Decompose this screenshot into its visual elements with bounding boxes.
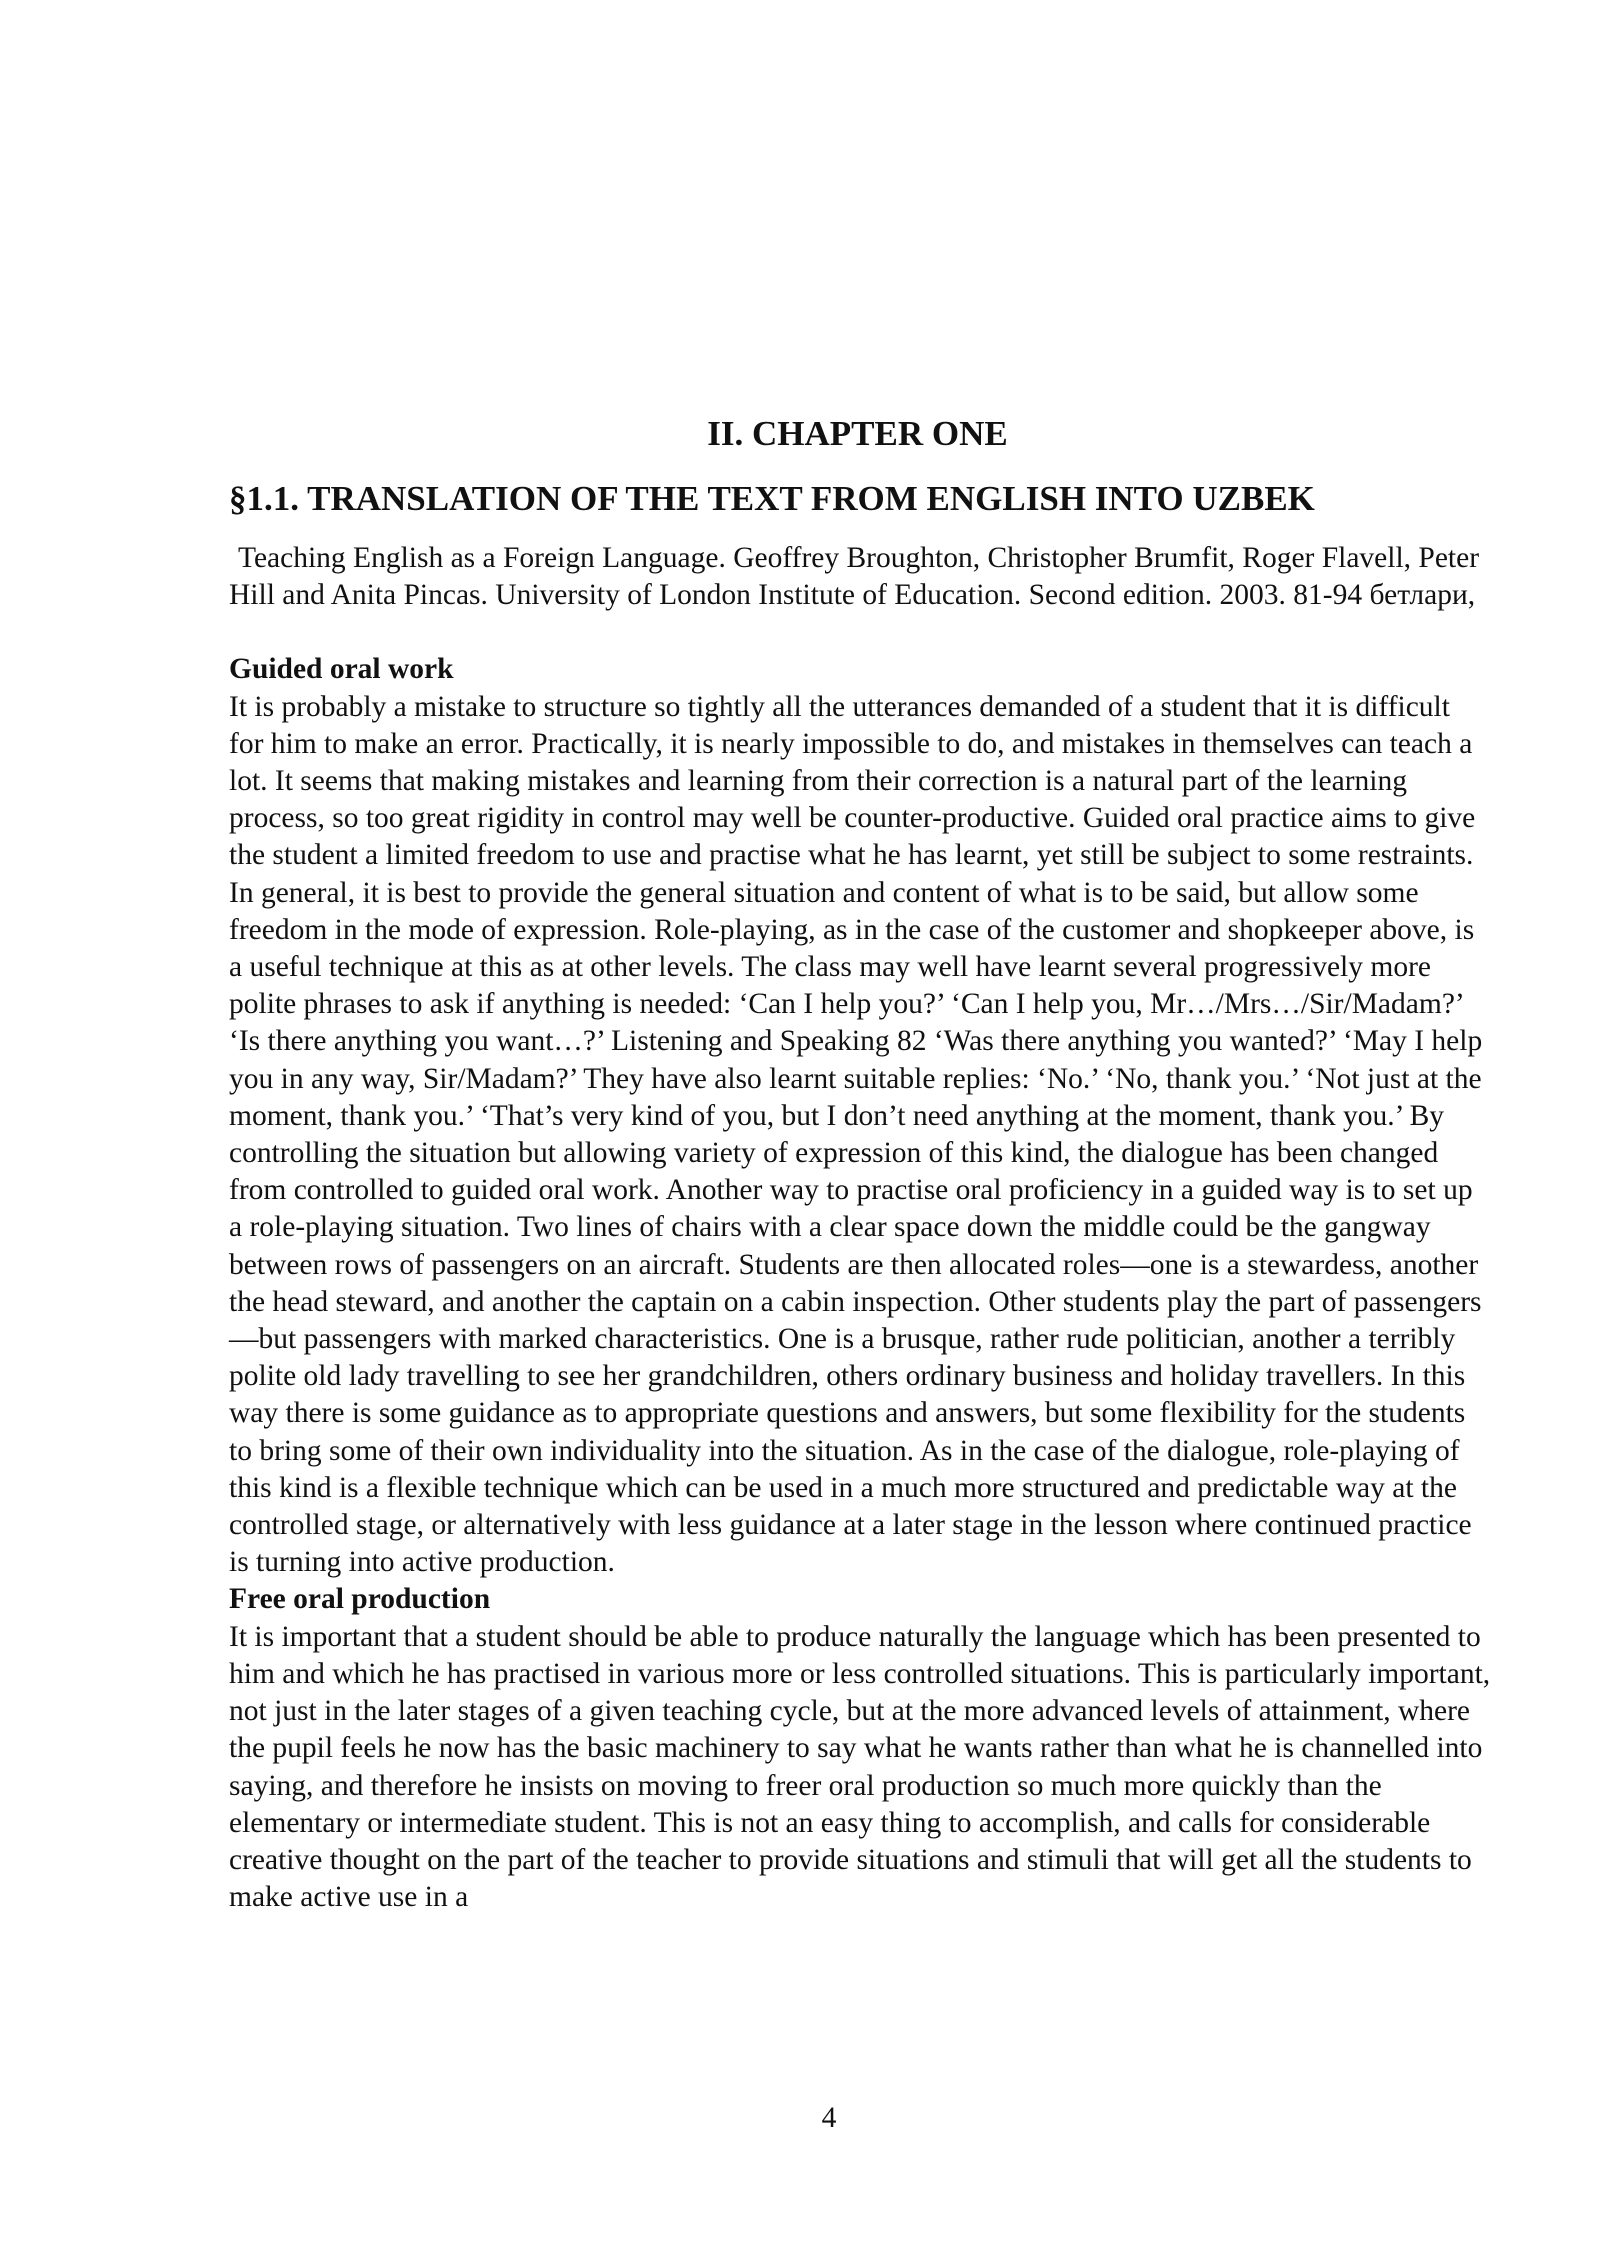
document-body bbox=[229, 540, 1491, 1916]
chapter-title: II. CHAPTER ONE bbox=[707, 414, 1008, 453]
page-number: 4 bbox=[821, 2102, 837, 2134]
blank-line bbox=[229, 614, 1491, 651]
subheading-guided-oral-work: Guided oral work bbox=[229, 653, 454, 686]
section-title: §1.1. TRANSLATION OF THE TEXT FROM ENGLISH INTO UZBEK bbox=[229, 479, 1315, 518]
paragraph-guided-oral-work: It is probably a mistake to structure so tightly all the utterances demanded of a student that it is difficult for him to make an error. Practically, it is nearly impossible to do, and mistakes in themselves can teach a lot. It seems that making mistakes and learning from their correction is a natural part of the learning process, so too great rigidity in control may well be counter-productive. Guided oral practice aims to give the student a limited freedom to use and practise what he has learnt, yet still be subject to some restraints. In general, it is best to provide the general situation and content of what is to be said, but allow some freedom in the mode of expression. Role-playing, as in the case of the customer and shopkeeper above, is a useful technique at this as at other levels. The class may well have learnt several progressively more polite phrases to ask if anything is needed: ‘Can I help you?’ ‘Can I help you, Mr…/Mrs…/Sir/Madam?’ ‘Is there anything you want…?’ Listening and Speaking 82 ‘Was there anything you wanted?’ ‘May I help you in any way, Sir/Madam?’ They have also learnt suitable replies: ‘No.’ ‘No, thank you.’ ‘Not just at the moment, thank you.’ ‘That’s very kind of you, but I don’t need anything at the moment, thank you.’ By controlling the situation but allowing variety of expression of this kind, the dialogue has been changed from controlled to guided oral work. Another way to practise oral proficiency in a guided way is to set up a role-playing situation. Two lines of chairs with a clear space down the middle could be the gangway between rows of passengers on an aircraft. Students are then allocated roles—one is a stewardess, another the head steward, and another the captain on a cabin inspection. Other students play the part of passengers—but passengers with marked characteristics. One is a brusque, rather rude politician, another a terribly polite old lady travelling to see her grandchildren, others ordinary business and holiday travellers. In this way there is some guidance as to appropriate questions and answers, but some flexibility for the students to bring some of their own individuality into the situation. As in the case of the dialogue, role-playing of this kind is a flexible technique which can be used in a much more structured and predictable way at the controlled stage, or alternatively with less guidance at a later stage in the lesson where continued practice is turning into active production. bbox=[229, 690, 1483, 1579]
source-citation: Teaching English as a Foreign Language. Geoffrey Broughton, Christopher Brumfit, Roger Flavell, Peter Hill and Anita Pincas. University of London Institute of Education. Second edition. 2003. 81-94 бетлари, bbox=[229, 542, 1480, 612]
paragraph-free-oral-production: It is important that a student should be able to produce naturally the language which has been presented to him and which he has practised in various more or less controlled situations. This is particularly important, not just in the later stages of a given teaching cycle, but at the more advanced levels of attainment, where the pupil feels he now has the basic machinery to say what he wants rather than what he is channelled into saying, and therefore he insists on moving to freer oral production so much more quickly than the elementary or intermediate student. This is not an easy thing to accomplish, and calls for considerable creative thought on the part of the teacher to provide situations and stimuli that will get all the students to make active use in a bbox=[229, 1620, 1491, 1914]
subheading-free-oral-production: Free oral production bbox=[229, 1583, 491, 1616]
